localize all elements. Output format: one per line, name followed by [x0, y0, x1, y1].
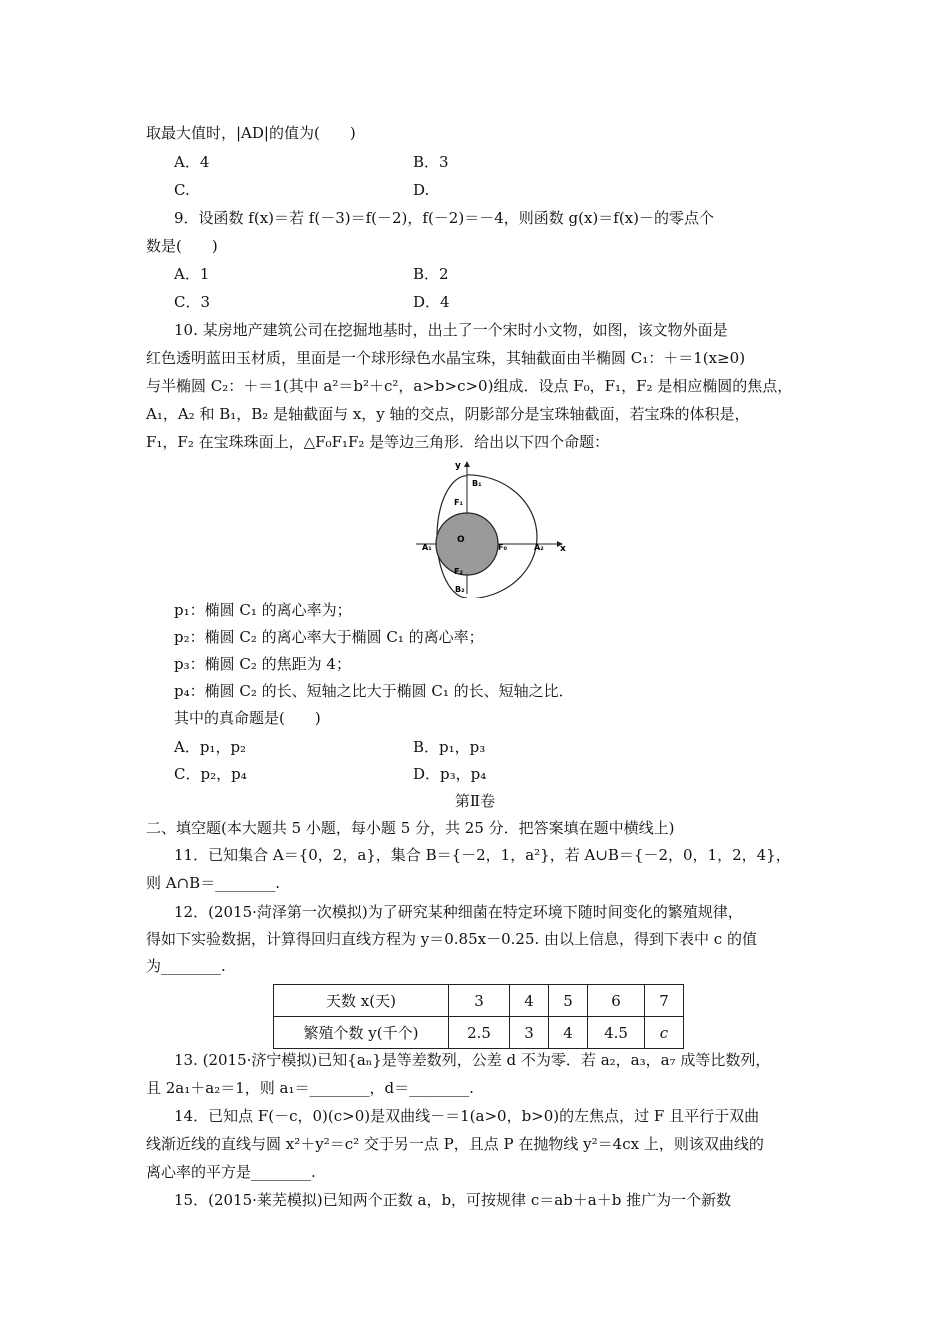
q8-option-d: D. [413, 181, 430, 199]
table-row [274, 1017, 684, 1049]
q15-line1: 15．(2015·莱芜模拟)已知两个正数 a，b，可按规律 c＝ab＋a＋b 推广为一个新数 [174, 1191, 732, 1209]
q10-option-b: B．p₁，p₃ [413, 738, 486, 756]
q11-line1: 11．已知集合 A＝{0，2，a}，集合 B＝{－2，1，a²}，若 A∪B＝{－2，0，1，2，4}， [174, 846, 791, 864]
q9-option-c: C．3 [174, 293, 211, 311]
table-cell: 繁殖个数 y(千个) [274, 1017, 449, 1049]
q10-proposition-p4: p₄：椭圆 C₂ 的长、短轴之比大于椭圆 C₁ 的长、短轴之比． [174, 682, 574, 700]
q9-option-b: B．2 [413, 265, 449, 283]
q9-line2: 数是( ) [146, 237, 218, 255]
q10-option-d: D．p₃，p₄ [413, 765, 487, 783]
table-cell: 4.5 [588, 1017, 645, 1049]
table-cell: 3 [510, 1017, 549, 1049]
label-o: O [457, 535, 465, 545]
gem-cross-section [436, 513, 498, 575]
label-b2: B₂ [455, 585, 465, 594]
table-cell: 5 [549, 985, 588, 1017]
table-cell: 3 [449, 985, 510, 1017]
volume-heading: 第Ⅱ卷 [454, 792, 496, 810]
q8-option-a: A．4 [174, 153, 210, 171]
label-b1: B₁ [472, 479, 482, 488]
q8-option-b: B．3 [413, 153, 449, 171]
table-cell: 天数 x(天) [274, 985, 449, 1017]
q10-option-c: C．p₂，p₄ [174, 765, 247, 783]
q12-line3: 为________. [146, 957, 226, 975]
q14-line3: 离心率的平方是________. [146, 1163, 316, 1181]
table-cell: 6 [588, 985, 645, 1017]
q13-line1: 13. (2015·济宁模拟)已知{aₙ}是等差数列，公差 d 不为零．若 a₂，a₃，a₇ 成等比数列， [174, 1051, 771, 1069]
table-cell: 7 [645, 985, 684, 1017]
label-x: x [560, 544, 566, 554]
label-a1: A₁ [422, 543, 432, 552]
data-table [273, 984, 684, 1049]
q8-option-c: C. [174, 181, 190, 199]
q10-proposition-p1: p₁：椭圆 C₁ 的离心率为； [174, 601, 352, 619]
label-f2: F₂ [454, 567, 463, 576]
q11-line2: 则 A∩B＝________. [146, 874, 280, 892]
q9-line1: 9．设函数 f(x)＝若 f(－3)＝f(－2)，f(－2)＝－4，则函数 g(x)＝f(x)－的零点个 [174, 209, 714, 227]
q10-line4: A₁，A₂ 和 B₁，B₂ 是轴截面与 x，y 轴的交点，阴影部分是宝珠轴截面，若宝珠的体积是， [146, 405, 750, 423]
q10-line3: 与半椭圆 C₂：＋＝1(其中 a²＝b²＋c²，a>b>c>0)组成．设点 F₀，F₁，F₂ 是相应椭圆的焦点， [146, 377, 793, 395]
q10-line5: F₁，F₂ 在宝珠珠面上，△F₀F₁F₂ 是等边三角形．给出以下四个命题： [146, 433, 610, 451]
ellipse-figure [412, 458, 572, 598]
q12-line1: 12．(2015·菏泽第一次模拟)为了研究某种细菌在特定环境下随时间变化的繁殖规律， [174, 903, 743, 921]
table-row [274, 985, 684, 1017]
table-cell: 2.5 [449, 1017, 510, 1049]
q14-line1: 14．已知点 F(－c，0)(c>0)是双曲线－＝1(a>0，b>0)的左焦点，过 F 且平行于双曲 [174, 1107, 760, 1125]
q8-tail: 取最大值时，|AD|的值为( ) [146, 124, 356, 142]
section-title: 二、填空题(本大题共 5 小题，每小题 5 分，共 25 分．把答案填在题中横线上) [146, 819, 675, 837]
table-cell: 4 [549, 1017, 588, 1049]
q10-proposition-p3: p₃：椭圆 C₂ 的焦距为 4； [174, 655, 351, 673]
table-cell: c [645, 1017, 684, 1049]
label-f0: F₀ [498, 543, 507, 552]
q9-option-d: D．4 [413, 293, 450, 311]
label-f1: F₁ [454, 498, 463, 507]
q10-proposition-p2: p₂：椭圆 C₂ 的离心率大于椭圆 C₁ 的离心率； [174, 628, 484, 646]
q12-line2: 得如下实验数据，计算得回归直线方程为 y＝0.85x－0.25. 由以上信息，得到下表中 c 的值 [146, 930, 757, 948]
table-cell: 4 [510, 985, 549, 1017]
q10-line2: 红色透明蓝田玉材质，里面是一个球形绿色水晶宝珠，其轴截面由半椭圆 C₁：＋＝1(x≥0) [146, 349, 746, 367]
label-y: y [455, 461, 461, 471]
q14-line2: 线渐近线的直线与圆 x²＋y²＝c² 交于另一点 P，且点 P 在抛物线 y²＝4cx 上，则该双曲线的 [146, 1135, 764, 1153]
q9-option-a: A．1 [174, 265, 210, 283]
q10-option-a: A．p₁，p₂ [174, 738, 247, 756]
q13-line2: 且 2a₁＋a₂＝1，则 a₁＝________，d＝________. [146, 1079, 474, 1097]
label-a2: A₂ [534, 543, 544, 552]
q10-ask: 其中的真命题是( ) [174, 709, 321, 727]
q10-line1: 10. 某房地产建筑公司在挖掘地基时，出土了一个宋时小文物，如图，该文物外面是 [174, 321, 728, 339]
